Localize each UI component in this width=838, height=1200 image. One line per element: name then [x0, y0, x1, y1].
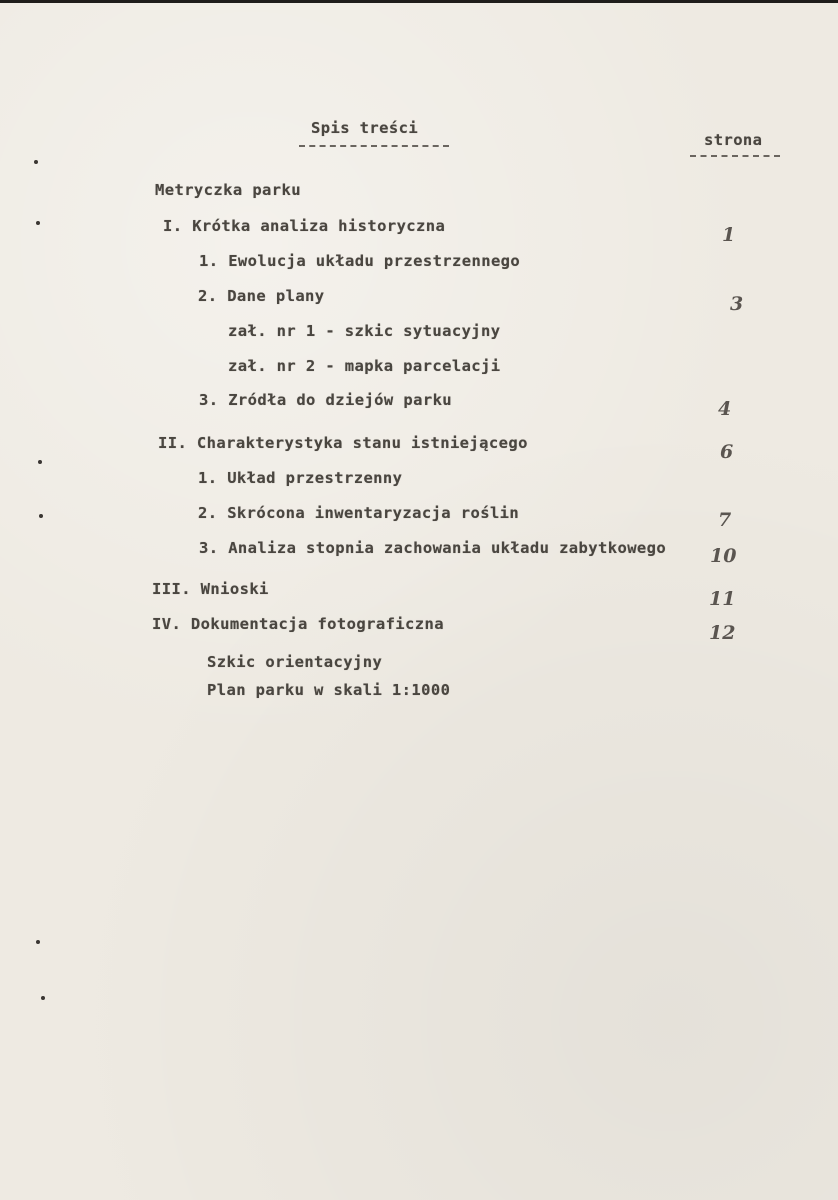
margin-speck [36, 940, 40, 944]
toc-entry-2-1: 1. Układ przestrzenny [198, 469, 403, 487]
toc-page-1-3: 4 [718, 398, 732, 420]
toc-entry-section-4: IV. Dokumentacja fotograficzna [152, 615, 444, 633]
toc-entry-section-2: II. Charakterystyka stanu istniejącego [158, 434, 528, 452]
margin-speck [38, 460, 42, 464]
margin-speck [39, 514, 43, 518]
margin-speck [34, 160, 38, 164]
toc-page-section-2: 6 [720, 441, 734, 463]
toc-entry-1-3: 3. Zródła do dziejów parku [199, 391, 453, 409]
toc-entry-2-3: 3. Analiza stopnia zachowania układu zabytkowego [199, 539, 667, 557]
margin-speck [36, 221, 40, 225]
toc-page-section-4: 12 [709, 622, 736, 644]
toc-page-section-1: 1 [722, 224, 736, 246]
toc-page-2-2: 7 [718, 509, 732, 531]
page-column-label: strona [704, 131, 763, 149]
toc-entry-1-2-b: zał. nr 2 - mapka parcelacji [228, 357, 501, 375]
toc-entry-section-1: I. Krótka analiza historyczna [163, 217, 446, 235]
toc-entry-section-3: III. Wnioski [152, 580, 269, 598]
toc-page-1-2: 3 [730, 293, 744, 315]
toc-page-2-3: 10 [710, 545, 737, 567]
toc-extra-sketch: Szkic orientacyjny [207, 653, 383, 671]
toc-entry-1-2-a: zał. nr 1 - szkic sytuacyjny [228, 322, 501, 340]
toc-page-section-3: 11 [709, 588, 736, 610]
title-underline [299, 145, 449, 147]
toc-title: Spis treści [311, 119, 419, 137]
toc-extra-plan: Plan parku w skali 1:1000 [207, 681, 451, 699]
toc-entry-1-1: 1. Ewolucja układu przestrzennego [199, 252, 521, 270]
toc-entry-metryczka: Metryczka parku [155, 181, 301, 199]
margin-speck [41, 996, 45, 1000]
toc-entry-2-2: 2. Skrócona inwentaryzacja roślin [198, 504, 520, 522]
document-page [0, 3, 838, 1200]
toc-entry-1-2: 2. Dane plany [198, 287, 325, 305]
page-column-underline [690, 155, 780, 157]
